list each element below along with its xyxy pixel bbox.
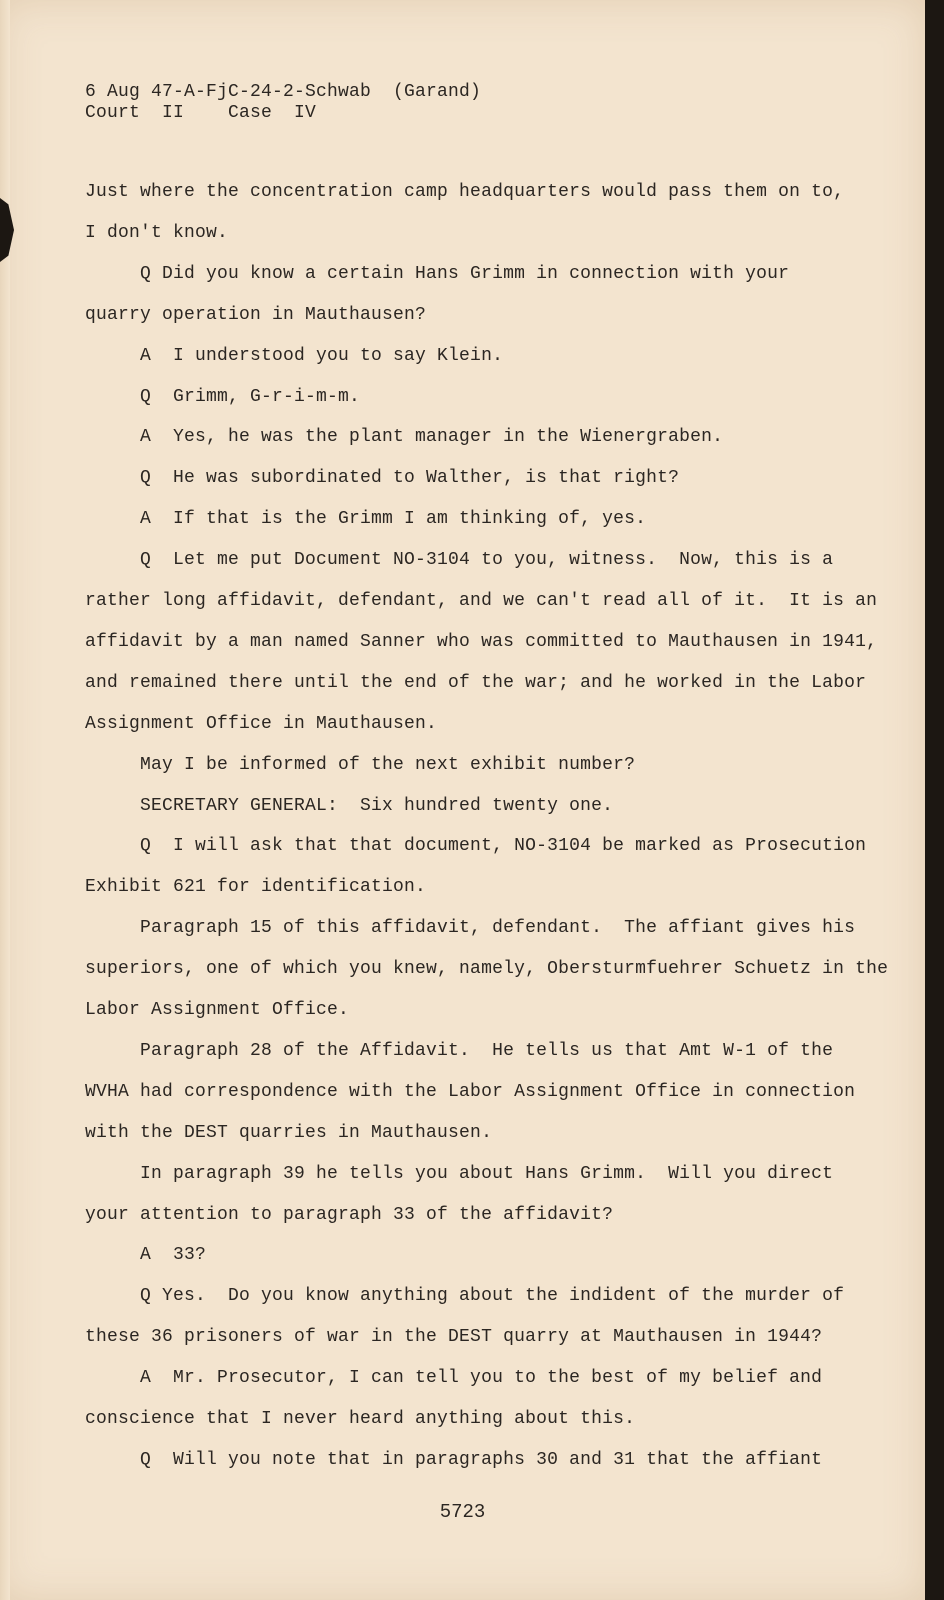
transcript-line: May I be informed of the next exhibit number? — [85, 755, 636, 775]
transcript-line: Q Let me put Document NO-3104 to you, witness. Now, this is a — [85, 550, 834, 570]
transcript-line: Q Grimm, G-r-i-m-m. — [85, 387, 361, 407]
transcript-line: Q I will ask that that document, NO-3104 be marked as Prosecution — [85, 836, 867, 856]
transcript-line: Q Yes. Do you know anything about the indident of the murder of — [85, 1286, 845, 1306]
transcript-line: In paragraph 39 he tells you about Hans Grimm. Will you direct — [85, 1164, 834, 1184]
transcript-line: A 33? — [85, 1245, 207, 1265]
header-line-1: 6 Aug 47-A-FjC-24-2-Schwab (Garand) — [85, 82, 482, 102]
transcript-line: affidavit by a man named Sanner who was committed to Mauthausen in 1941, — [85, 632, 878, 652]
transcript-line: Just where the concentration camp headquarters would pass them on to, — [85, 182, 845, 202]
transcript-line: Q Will you note that in paragraphs 30 and 31 that the affiant — [85, 1450, 823, 1470]
transcript-line: rather long affidavit, defendant, and we can't read all of it. It is an — [85, 591, 878, 611]
transcript-line: WVHA had correspondence with the Labor Assignment Office in connection — [85, 1082, 856, 1102]
transcript-line: these 36 prisoners of war in the DEST quarry at Mauthausen in 1944? — [85, 1327, 823, 1347]
transcript-line: Labor Assignment Office. — [85, 1000, 350, 1020]
transcript-line: Paragraph 28 of the Affidavit. He tells us that Amt W-1 of the — [85, 1041, 834, 1061]
transcript-line: quarry operation in Mauthausen? — [85, 305, 427, 325]
transcript-line: Paragraph 15 of this affidavit, defendant. The affiant gives his — [85, 918, 856, 938]
transcript-line: A Mr. Prosecutor, I can tell you to the best of my belief and — [85, 1368, 823, 1388]
header-line-2: Court II Case IV — [85, 103, 317, 123]
transcript-line: SECRETARY GENERAL: Six hundred twenty one. — [85, 796, 614, 816]
transcript-line: A If that is the Grimm I am thinking of, yes. — [85, 509, 647, 529]
transcript-line: Q He was subordinated to Walther, is that right? — [85, 468, 680, 488]
transcript-line: superiors, one of which you knew, namely, Obersturmfuehrer Schuetz in the — [85, 959, 889, 979]
scan-background — [925, 0, 944, 1600]
transcript-line: A I understood you to say Klein. — [85, 346, 504, 366]
transcript-line: with the DEST quarries in Mauthausen. — [85, 1123, 493, 1143]
page-notch — [0, 198, 14, 262]
transcript-line: and remained there until the end of the war; and he worked in the Labor — [85, 673, 867, 693]
transcript-line: I don't know. — [85, 223, 229, 243]
transcript-line: Assignment Office in Mauthausen. — [85, 714, 438, 734]
transcript-line: Exhibit 621 for identification. — [85, 877, 427, 897]
transcript-line: conscience that I never heard anything about this. — [85, 1409, 636, 1429]
transcript-line: A Yes, he was the plant manager in the Wienergraben. — [85, 427, 724, 447]
transcript-line: your attention to paragraph 33 of the affidavit? — [85, 1205, 614, 1225]
page-number: 5723 — [439, 1501, 486, 1523]
transcript-line: Q Did you know a certain Hans Grimm in connection with your — [85, 264, 790, 284]
